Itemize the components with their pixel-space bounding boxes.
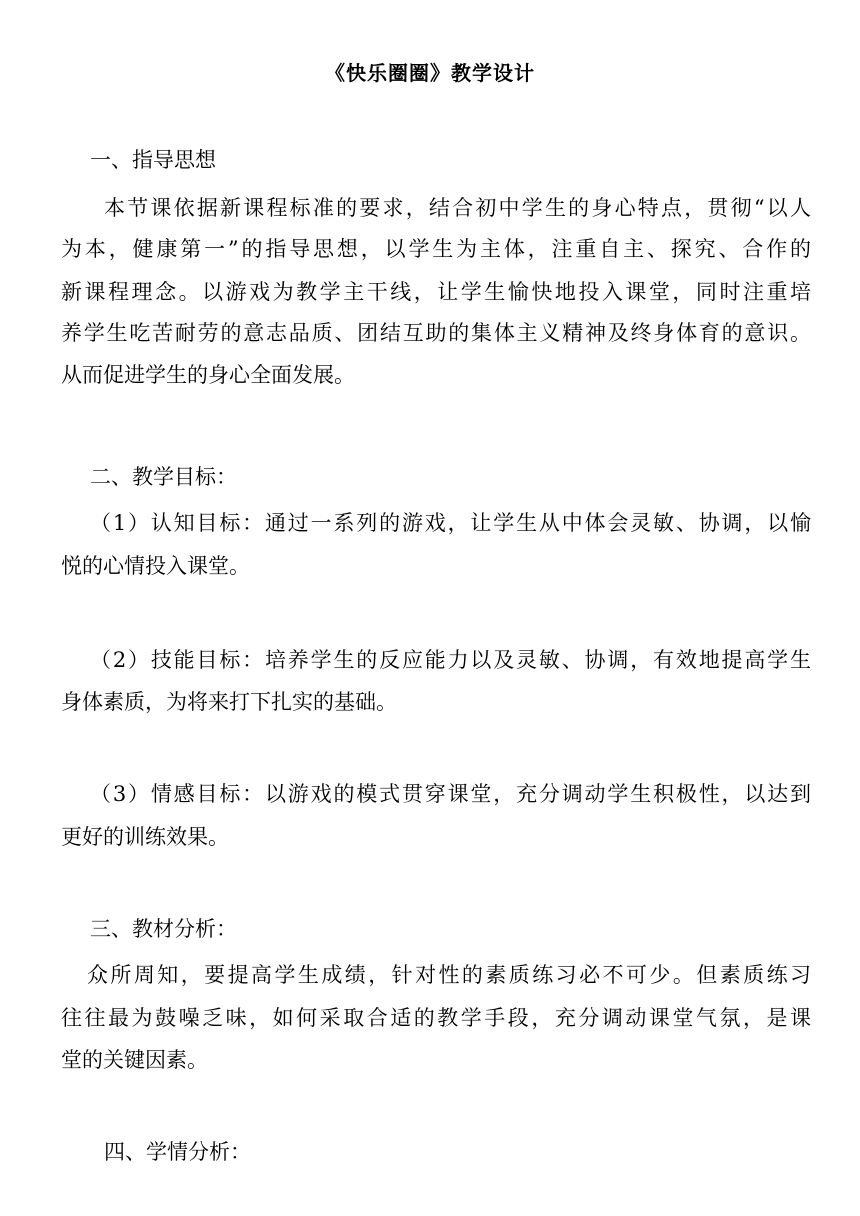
goal-skill-line: 身体素质，为将来打下扎实的基础。	[61, 690, 397, 714]
paragraph-line: 新课程理念。以游戏为教学主干线，让学生愉快地投入课堂，同时注重培	[61, 280, 811, 304]
goal-cognitive-line: 悦的心情投入课堂。	[61, 554, 250, 578]
paragraph-line: 堂的关键因素。	[61, 1048, 208, 1072]
paragraph-line: 众所周知，要提高学生成绩，针对性的素质练习必不可少。但素质练习	[87, 963, 811, 987]
goal-cognitive-line: （1）认知目标：通过一系列的游戏，让学生从中体会灵敏、协调，以愉	[90, 511, 811, 535]
goal-emotion-line: 更好的训练效果。	[61, 825, 229, 849]
paragraph-line: 养学生吃苦耐劳的意志品质、团结互助的集体主义精神及终身体育的意识。	[61, 321, 811, 345]
goal-skill-line: （2）技能目标：培养学生的反应能力以及灵敏、协调，有效地提高学生	[90, 648, 811, 672]
section-heading-guide: 一、指导思想	[90, 148, 216, 172]
paragraph-line: 往往最为鼓噪乏味，如何采取合适的教学手段，充分调动课堂气氛，是课	[61, 1006, 811, 1030]
section-heading-students: 四、学情分析：	[104, 1140, 251, 1164]
section-heading-goals: 二、教学目标：	[90, 465, 237, 489]
paragraph-line: 为本，健康第一”的指导思想，以学生为主体，注重自主、探究、合作的	[61, 237, 811, 261]
paragraph-line: 本节课依据新课程标准的要求，结合初中学生的身心特点，贯彻“以人	[104, 196, 811, 220]
paragraph-line: 从而促进学生的身心全面发展。	[61, 363, 355, 387]
document-title: 《快乐圈圈》教学设计	[325, 61, 535, 85]
goal-emotion-line: （3）情感目标：以游戏的模式贯穿课堂，充分调动学生积极性，以达到	[90, 782, 811, 806]
section-heading-materials: 三、教材分析：	[90, 917, 237, 941]
